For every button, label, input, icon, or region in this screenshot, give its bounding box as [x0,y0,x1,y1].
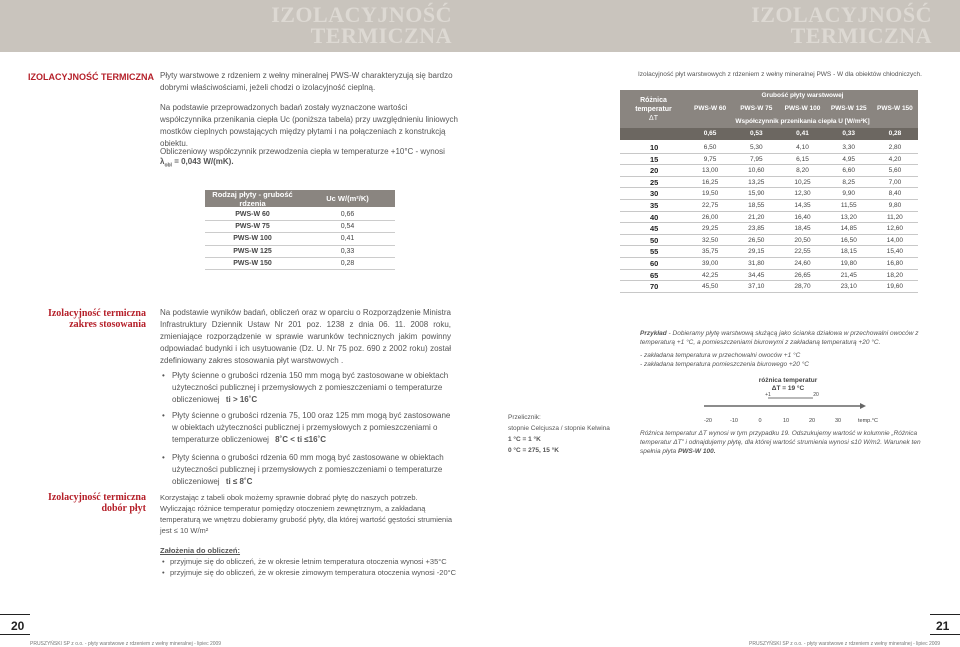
page-number-right: 21 [936,619,950,633]
thickness-column-header: PWS-W 100 [784,105,821,112]
bullet-150mm-text: Płyty ścienne o grubości rdzenia 150 mm mogą być zastosowane w obiektach użyteczności publicznej i przemysłowych z pomieszczeniami o temperaturze obliczeniowej [172,371,449,404]
delta-t-cell: 10 [650,143,659,152]
heat-flux-cell: 37,10 [748,283,765,291]
thickness-column-header: PWS-W 125 [830,105,867,112]
heat-flux-cell: 10,25 [794,178,811,186]
bullet-60mm-text: Płyty ścienna o grubości rdzenia 60 mm mogą być zastosowane w obiektach użyteczności publicznej i przemysłowych z pomieszczeniami o temperaturze obliczeniowej [172,453,444,486]
heat-flux-cell: 21,20 [748,213,765,221]
thickness-column-header: PWS-W 150 [877,105,913,112]
heat-flux-row [620,246,918,258]
assumption-winter [160,567,460,578]
header-title-right-line2: TERMICZNA [790,23,932,48]
uc-table-row [205,246,395,258]
assumption-summer [160,556,460,567]
delta-t-cell: 30 [650,189,659,199]
delta-t-cell: 70 [650,282,659,292]
heat-flux-cell: 18,15 [840,248,857,256]
heat-flux-row [620,223,918,235]
heat-flux-table [620,90,918,293]
heat-flux-cell: 14,00 [886,236,904,244]
uc-table-header [205,190,395,207]
delta-t-cell: 20 [650,166,659,176]
bullet-mark: • [162,568,165,577]
temperature-diff-value: ΔT = 19 °C [771,385,805,392]
example-intro [640,329,940,347]
example-conclusion-text: Różnica temperatur ΔT wynosi w tym przypadku 19. Odszukujemy wartość w kolumnie „Różnica temperatur ΔT” i odnajdujemy płytę, dla której wartość strumienia wynosi ≤10 W/m2. Warunek ten spełnia płyta [640,430,921,455]
heat-flux-cell: 6,60 [842,167,856,175]
thickness-group-label: Grubość płyty warstwowej [761,92,844,99]
u-value-cell: 0,33 [842,130,856,137]
bullet-60mm-condition: ti ≤ 8˚C [225,477,253,486]
example-conclusion-result: PWS-W 100. [677,448,716,455]
selection-paragraph [160,492,460,536]
heat-flux-cell: 11,55 [840,201,857,209]
marker-low-label: +1 [765,392,771,398]
axis-unit-label: temp.°C [858,418,878,424]
bullet-75-125mm [172,410,451,446]
heat-flux-cell: 12,30 [794,190,811,198]
bullet-75-125mm-text: Płyty ścienne o grubości rdzenia 75, 100 oraz 125 mm mogą być zastosowane w obiektach użyteczności publicznej i przemysłowych z pomieszczeniami o temperaturze obliczeniowej [172,411,451,444]
heat-flux-cell: 13,00 [701,167,719,175]
axis-tick-label: 0 [758,418,762,424]
heat-flux-cell: 4,20 [888,155,902,163]
header-title-left-line1: IZOLACYJNOŚĆ [271,2,452,27]
heat-flux-cell: 6,15 [796,155,809,163]
conversion-units: stopnie Celcjusza / stopnie Kelwina [508,425,610,432]
heat-flux-cell: 19,50 [701,190,719,198]
heat-flux-cell: 26,50 [748,236,765,244]
heat-flux-cell: 20,50 [794,236,811,244]
example-assumptions [640,351,940,369]
heat-flux-cell: 29,15 [748,248,765,256]
assumption-winter-text: przyjmuje się do obliczeń, że w okresie zimowym temperatura otoczenia wynosi -20°C [170,568,457,577]
heat-flux-cell: 18,45 [794,225,811,233]
heat-flux-cell: 5,30 [749,144,763,151]
bullet-60mm [172,452,451,488]
delta-t-cell: 50 [650,235,659,245]
heat-flux-cell: 3,30 [842,144,856,151]
page-number-left: 20 [11,619,25,633]
footer-line-left-bottom [0,634,30,635]
heat-flux-cell: 19,60 [886,283,904,291]
uc-table-cell-value: 0,66 [340,211,355,219]
heat-flux-cell: 24,60 [794,259,811,267]
heat-flux-row [620,154,918,166]
heat-flux-cell: 4,95 [842,155,856,163]
heat-flux-cell: 23,10 [840,283,857,291]
section-title-dobor-line1: Izolacyjność termiczna [47,492,146,503]
bullet-mark: • [162,557,165,566]
conversion-rule-1: 1 °C = 1 °K [508,436,541,443]
heat-flux-cell: 5,60 [888,167,902,175]
example-lead: Przykład [640,330,667,337]
heat-flux-cell: 15,90 [748,190,765,198]
lambda-symbol: λ [160,157,165,166]
conductivity-paragraph: Obliczeniowy współczynnik przewodzenia ciepła w temperaturze +10°C - wynosi [160,147,445,156]
delta-t-cell: 45 [650,224,659,234]
footer-line-right-top [930,614,960,615]
delta-t-cell: 15 [650,154,659,164]
heat-flux-row [620,281,918,293]
uc-table-row [205,233,395,245]
heat-flux-cell: 2,80 [888,144,902,151]
heat-flux-cell: 18,55 [748,201,765,209]
heat-flux-cell: 14,35 [794,201,811,209]
heat-flux-row [620,200,918,212]
header-title-left-line2: TERMICZNA [310,23,452,48]
heat-flux-cell: 16,80 [886,259,904,267]
delta-t-header-line1: Różnica [640,96,667,104]
footer-line-left-top [0,614,30,615]
conversion-rule-2: 0 °C = 275, 15 °K [508,447,559,454]
delta-t-cell: 55 [650,247,659,257]
unit-conversion [508,412,628,456]
uc-table-cell-value: 0,54 [340,223,355,231]
assumptions-block [160,545,460,578]
section-title-izolacyjnosc: IZOLACYJNOŚĆ TERMICZNA [28,72,154,82]
heat-flux-cell: 35,75 [701,248,719,256]
heat-flux-cell: 26,00 [701,213,719,221]
delta-t-cell: 65 [650,270,659,280]
u-values-row [620,128,918,140]
heat-flux-cell: 7,95 [749,155,763,163]
u-value-cell: 0,28 [888,130,902,137]
heat-flux-row [620,235,918,247]
heat-flux-cell: 10,60 [748,167,765,175]
heat-flux-cell: 15,40 [886,248,904,256]
assumptions-title: Założenia do obliczeń: [160,546,241,555]
heat-flux-cell: 9,80 [888,201,902,209]
delta-t-cell: 40 [650,212,659,222]
heat-flux-cell: 11,20 [887,213,903,221]
axis-tick-label: 10 [782,418,790,424]
u-value-cell: 0,41 [796,130,809,137]
axis-tick-label: 30 [834,418,842,424]
heat-flux-cell: 6,50 [703,144,717,151]
section-title-zakres-line1: Izolacyjność termiczna [47,308,146,319]
heat-flux-cell: 21,45 [840,271,857,279]
temperature-diff-label: różnica temperatur [758,377,818,384]
uc-table-cell-value: 0,28 [340,259,355,267]
heat-flux-cell: 22,55 [794,248,811,256]
header-title-right-line1: IZOLACYJNOŚĆ [751,2,932,27]
heat-flux-row [620,188,918,200]
lambda-subscript: obl [164,162,172,169]
heat-flux-row [620,270,918,282]
heat-flux-cell: 16,40 [794,213,811,221]
delta-t-cell: 60 [650,258,659,268]
delta-t-header [620,90,687,128]
heat-flux-row [620,142,918,154]
heat-flux-row [620,212,918,224]
heat-flux-row [620,258,918,270]
bullet-150mm-condition: ti > 16˚C [225,395,258,404]
delta-t-header-line2: temperatur [635,105,672,113]
heat-flux-cell: 16,25 [701,178,719,186]
uc-table-cell-type: PWS-W 60 [235,211,270,219]
heat-flux-cell: 13,25 [748,178,765,186]
heat-flux-cell: 8,40 [888,190,902,198]
section-title-zakres [20,308,146,330]
uc-table-header-uc: Uc W/(m²/K) [326,194,369,203]
example-conclusion [640,429,940,456]
u-value-cell: 0,65 [703,130,717,137]
heat-flux-cell: 8,25 [842,178,856,186]
uc-table-row [205,221,395,233]
delta-t-cell: 25 [650,177,659,187]
thickness-column-header: PWS-W 60 [694,105,727,112]
axis-tick-label: 20 [808,418,816,424]
uc-table-cell-value: 0,41 [340,235,355,243]
uc-table-row [205,209,395,221]
footer-line-right-bottom [930,634,960,635]
heat-flux-cell: 45,50 [701,283,719,291]
uc-table-cell-value: 0,33 [340,247,355,255]
thickness-header [687,90,918,128]
section-title-dobor [20,492,146,514]
heat-flux-cell: 4,10 [796,144,809,151]
heat-flux-cell: 7,00 [888,178,902,186]
u-values-spacer [620,128,687,140]
section-title-dobor-line2: dobór płyt [101,503,146,514]
u-coefficient-label: Współczynnik przenikania ciepła U [W/m²K] [735,118,870,125]
heat-flux-cell: 9,75 [703,155,717,163]
delta-t-header-line3: ΔT [649,114,658,122]
selection-text-1: Korzystając z tabeli obok możemy sprawnie dobrać płytę do naszych potrzeb. [160,493,418,502]
header-title-left [240,4,452,46]
delta-t-cell: 35 [650,200,659,210]
heat-flux-cell: 34,45 [748,271,765,279]
heat-flux-table-header [620,90,918,128]
thickness-column-header: PWS-W 75 [740,105,773,112]
scope-paragraph: Na podstawie wyników badań, obliczeń oraz w oparciu o Rozporządzenie Ministra Infrastruktury Dziennik Ustaw Nr 201 poz. 1238 z dnia 06. 11. 2008 roku, zmieniające rozporządzenie w sprawie warunków technicznych jakim powinny odpowiadać budynki i ich usytuowanie (Dz. U. Nr 75 poz. 690 z 2002 roku) został zdefiniowany zakres stosowania płyt warstwowych . [160,308,451,365]
heat-flux-cell: 14,85 [840,225,857,233]
uc-table-cell-type: PWS-W 75 [235,223,270,231]
thickness-columns [687,102,918,115]
heat-flux-cell: 19,80 [840,259,857,267]
uc-table-header-type: Rodzaj płyty - grubość rdzenia [212,189,293,208]
footer-text-left: PRUSZYŃSKI SP z o.o. - płyty warstwowe z rdzeniem z wełny mineralnej - lipiec 2009 [30,641,222,647]
assumption-summer-text: przyjmuje się do obliczeń, że w okresie letnim temperatura otoczenia wynosi +35°C [170,557,447,566]
heat-flux-row [620,177,918,189]
heat-flux-cell: 28,70 [794,283,811,291]
lambda-number: = 0,043 W/(mK). [174,157,234,166]
heat-flux-cell: 12,60 [886,225,904,233]
axis-arrow-icon [860,403,866,409]
selection-text-2: Wyliczając różnice temperatur pomiędzy otoczeniem zewnętrznym, a zakładaną temperaturą we wnętrzu dobieramy grubość płyty, dla której wartość gęstości strumienia jest ≤ 10 W/m² [160,504,453,535]
heat-flux-cell: 31,80 [748,259,765,267]
heat-flux-cell: 18,20 [886,271,904,279]
u-value-cell: 0,53 [749,130,763,137]
heat-flux-cell: 16,50 [840,236,857,244]
heat-flux-cell: 26,65 [794,271,811,279]
heat-flux-cell: 39,00 [701,259,719,267]
example-assumption-1: - zakładana temperatura w przechowalni owoców +1 °C [640,352,801,359]
heat-flux-cell: 42,25 [701,271,719,279]
uc-table-cell-type: PWS-W 100 [233,235,272,243]
bullet-150mm [172,370,451,406]
heat-flux-cell: 23,85 [748,225,765,233]
example-assumption-2: - zakładana temperatura pomieszczenia biurowego +20 °C [640,361,809,368]
heat-flux-cell: 29,25 [701,225,719,233]
uc-table-row [205,258,395,270]
header-title-right [720,4,932,46]
research-paragraph: Na podstawie przeprowadzonych badań zostały wyznaczone wartości współczynnika przenikania ciepła Uc (poniższa tabela) przy uwzględnieniu liniowych mostków cieplnych powstających między płytami i na połączeniach z konstrukcją obiektu. [160,103,458,148]
u-values [687,128,918,140]
footer-text-right: PRUSZYŃSKI SP z o.o. - płyty warstwowe z rdzeniem z wełny mineralnej - lipiec 2009 [749,641,941,647]
heat-flux-cell: 13,20 [840,213,857,221]
conversion-label: Przelicznik: [508,414,541,421]
axis-tick-label: -20 [704,418,712,424]
example-text: - Dobieramy płytę warstwową służącą jako ścianka działowa w przechowalni owoców z temperaturą +1 °C, a pomieszczeniami biurowymi z zakładaną temperaturą +20 °C. [640,330,919,346]
temperature-scale-diagram [700,372,890,432]
heat-flux-cell: 32,50 [701,236,719,244]
heat-flux-cell: 22,75 [701,201,719,209]
bullet-75-125mm-condition: 8˚C < ti ≤16˚C [275,435,327,444]
section-title-zakres-line2: zakres stosowania [69,319,146,330]
heat-flux-cell: 9,90 [842,190,856,198]
big-table-caption: Izolacyjność płyt warstwowych z rdzeniem z wełny mineralnej PWS - W dla obiektów chłodniczych. [638,71,922,78]
axis-tick-label: -10 [730,418,738,424]
uc-table-cell-type: PWS-W 150 [233,259,272,267]
heat-flux-cell: 8,20 [796,167,809,175]
heat-flux-row [620,165,918,177]
intro-paragraph: Płyty warstwowe z rdzeniem z wełny mineralnej PWS-W charakteryzują się bardzo dobrymi właściwościami, jeżeli chodzi o izolacyjność cieplną. [160,71,453,92]
uc-table-cell-type: PWS-W 125 [233,247,272,255]
lambda-value [160,156,460,172]
uc-table [205,190,395,270]
marker-high-label: 20 [813,392,819,398]
